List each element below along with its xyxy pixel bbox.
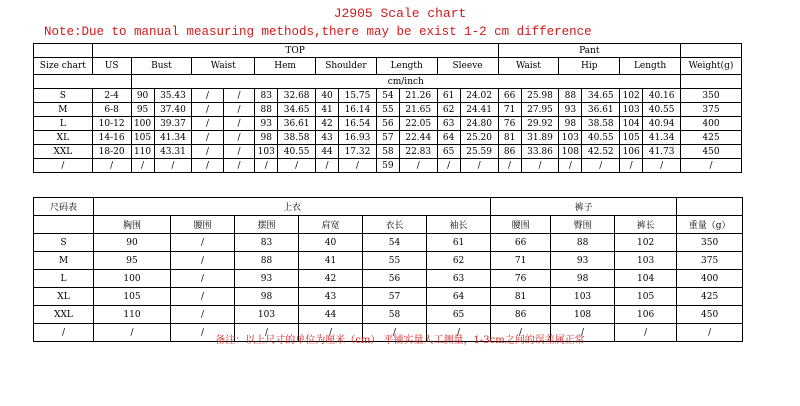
table-cell: 56	[376, 117, 399, 131]
table-cell: 43	[299, 288, 363, 306]
group-pant-label: Pant	[498, 44, 680, 58]
table-cell: 108	[551, 306, 615, 324]
table-cell: /	[171, 306, 235, 324]
table-cell: L	[34, 117, 93, 131]
header-sleeve: Sleeve	[437, 58, 498, 75]
table-cell: XL	[34, 131, 93, 145]
cn-header-sleeve: 袖长	[427, 216, 491, 234]
table-cell: 2-4	[92, 89, 131, 103]
table-cell: 33.86	[521, 145, 559, 159]
table-cell: /	[559, 159, 582, 173]
table-cell: 110	[131, 145, 154, 159]
table-cell: /	[363, 324, 427, 342]
table-cell: 86	[498, 145, 521, 159]
table-cell: 40.55	[278, 145, 316, 159]
table-cell: 56	[363, 270, 427, 288]
table-cell: 106	[615, 306, 677, 324]
table-cell: /	[34, 324, 94, 342]
table-cell: 55	[376, 103, 399, 117]
table-cell: /	[681, 159, 742, 173]
cn-header-pant-length: 裤长	[615, 216, 677, 234]
table-cell: 36.61	[582, 103, 620, 117]
column-header-row	[34, 58, 742, 75]
table-cell: /	[643, 159, 681, 173]
size-rows	[34, 89, 742, 173]
table-cell: 54	[363, 234, 427, 252]
table-cell: /	[154, 159, 192, 173]
table-row	[34, 234, 743, 252]
table-cell: 61	[427, 234, 491, 252]
table-cell: 93	[255, 117, 278, 131]
table-cell: 100	[94, 270, 171, 288]
table-cell: 57	[363, 288, 427, 306]
table-cell: 102	[620, 89, 643, 103]
size-table-english	[33, 43, 742, 173]
table-cell: /	[299, 324, 363, 342]
table-cell: /	[223, 89, 254, 103]
table-cell: 103	[235, 306, 299, 324]
table-cell: 58	[363, 306, 427, 324]
table-cell: 42	[316, 117, 339, 131]
table-cell: 88	[559, 89, 582, 103]
table-cell: 425	[681, 131, 742, 145]
table-row	[34, 306, 743, 324]
cn-header-hip: 臀围	[551, 216, 615, 234]
blank-cell	[681, 75, 742, 89]
table-cell: 63	[437, 117, 460, 131]
table-cell: /	[551, 324, 615, 342]
cn-group-top-label: 上衣	[94, 198, 491, 216]
table-cell: 40.55	[582, 131, 620, 145]
table-cell: 375	[681, 103, 742, 117]
table-cell: 450	[681, 145, 742, 159]
table-cell: 22.83	[399, 145, 437, 159]
table-cell: 42	[299, 270, 363, 288]
table-cell: /	[677, 324, 743, 342]
header-pant-length: Length	[620, 58, 681, 75]
table-cell: /	[427, 324, 491, 342]
cn-header-size-table: 尺码表	[34, 198, 94, 216]
header-us: US	[92, 58, 131, 75]
table-row	[34, 103, 742, 117]
table-cell: 86	[491, 306, 551, 324]
table-cell: 16.14	[339, 103, 377, 117]
table-cell: 71	[498, 103, 521, 117]
table-cell: /	[92, 159, 131, 173]
table-cell: 37.40	[154, 103, 192, 117]
table-cell: 43	[316, 131, 339, 145]
table-cell: 15.75	[339, 89, 377, 103]
table-cell: /	[192, 117, 223, 131]
table-cell: 40	[316, 89, 339, 103]
table-cell: /	[192, 159, 223, 173]
table-cell: /	[235, 324, 299, 342]
table-cell: 55	[363, 252, 427, 270]
header-waist: Waist	[192, 58, 255, 75]
table-cell: /	[34, 159, 93, 173]
group-top-label: TOP	[92, 44, 498, 58]
table-cell: 22.44	[399, 131, 437, 145]
table-cell: 98	[255, 131, 278, 145]
table-cell: 400	[681, 117, 742, 131]
table-cell: 400	[677, 270, 743, 288]
table-cell: /	[223, 103, 254, 117]
table-cell: 76	[491, 270, 551, 288]
table-cell: 98	[559, 117, 582, 131]
table-cell: 25.59	[460, 145, 498, 159]
table-cell: 62	[427, 252, 491, 270]
table-cell: L	[34, 270, 94, 288]
table-cell: 31.89	[521, 131, 559, 145]
table-cell: 425	[677, 288, 743, 306]
table-cell: 65	[427, 306, 491, 324]
table-cell: 102	[615, 234, 677, 252]
table-cell: /	[171, 324, 235, 342]
table-cell: 98	[235, 288, 299, 306]
table-cell: 108	[559, 145, 582, 159]
table-cell: 17.32	[339, 145, 377, 159]
header-hem: Hem	[255, 58, 316, 75]
table-cell: 71	[491, 252, 551, 270]
table-cell: 44	[316, 145, 339, 159]
table-cell: /	[192, 89, 223, 103]
table-cell: 93	[235, 270, 299, 288]
header-size-chart: Size chart	[34, 58, 93, 75]
table-cell: /	[615, 324, 677, 342]
table-cell: 450	[677, 306, 743, 324]
table-cell: /	[255, 159, 278, 173]
table-cell: 104	[615, 270, 677, 288]
table-cell: M	[34, 252, 94, 270]
table-cell: /	[192, 131, 223, 145]
table-cell: /	[94, 324, 171, 342]
table-row	[34, 270, 743, 288]
cn-header-waist: 腰围	[171, 216, 235, 234]
group-header-row	[34, 44, 742, 58]
table-cell: 95	[94, 252, 171, 270]
table-cell: M	[34, 103, 93, 117]
table-cell: 16.54	[339, 117, 377, 131]
table-cell: 43.31	[154, 145, 192, 159]
table-cell: 40.94	[643, 117, 681, 131]
table-cell: 63	[427, 270, 491, 288]
table-cell: 93	[551, 252, 615, 270]
table-cell: 105	[94, 288, 171, 306]
table-cell: /	[171, 252, 235, 270]
table-cell: 34.65	[582, 89, 620, 103]
table-cell: /	[223, 145, 254, 159]
table-cell: 22.05	[399, 117, 437, 131]
table-cell: /	[171, 234, 235, 252]
chinese-footnote: 备注：以上尺寸的单位为厘米（cm） 平铺实量人工测量，1-3cm之间的误差属正常	[215, 335, 585, 346]
table-cell: 103	[615, 252, 677, 270]
table-cell: 105	[131, 131, 154, 145]
header-pant-waist: Waist	[498, 58, 559, 75]
table-cell: 21.65	[399, 103, 437, 117]
table-cell: 40	[299, 234, 363, 252]
table-cell: 375	[677, 252, 743, 270]
table-cell: 106	[620, 145, 643, 159]
table-cell: 76	[498, 117, 521, 131]
blank-cell	[34, 44, 93, 58]
table-cell: 61	[437, 89, 460, 103]
table-cell: 41.73	[643, 145, 681, 159]
table-cell: 36.61	[278, 117, 316, 131]
table-cell: 6-8	[92, 103, 131, 117]
table-cell: 104	[620, 117, 643, 131]
cn-column-header-row	[34, 216, 743, 234]
table-cell: 105	[620, 131, 643, 145]
table-cell: 81	[498, 131, 521, 145]
table-row	[34, 89, 742, 103]
table-cell: 62	[437, 103, 460, 117]
measurement-note: Note:Due to manual measuring methods,there may be exist 1-2 cm difference	[44, 25, 592, 39]
table-cell: 88	[551, 234, 615, 252]
table-row	[34, 159, 742, 173]
table-cell: 88	[255, 103, 278, 117]
table-cell: 21.26	[399, 89, 437, 103]
table-cell: /	[278, 159, 316, 173]
table-cell: 83	[255, 89, 278, 103]
table-cell: 25.20	[460, 131, 498, 145]
cn-header-hem: 摆围	[235, 216, 299, 234]
table-cell: 110	[94, 306, 171, 324]
table-cell: 41	[299, 252, 363, 270]
table-cell: 38.58	[278, 131, 316, 145]
table-cell: 88	[235, 252, 299, 270]
table-cell: 57	[376, 131, 399, 145]
table-cell: 24.41	[460, 103, 498, 117]
table-cell: 64	[437, 131, 460, 145]
blank-cell	[677, 198, 743, 216]
table-cell: 98	[551, 270, 615, 288]
table-cell: 40.16	[643, 89, 681, 103]
cn-size-rows	[34, 234, 743, 342]
table-cell: 350	[677, 234, 743, 252]
table-cell: 10-12	[92, 117, 131, 131]
table-cell: /	[521, 159, 559, 173]
table-cell: /	[620, 159, 643, 173]
table-cell: 14-16	[92, 131, 131, 145]
chart-title: J2905 Scale chart	[333, 6, 467, 21]
table-cell: /	[171, 270, 235, 288]
table-cell: /	[223, 131, 254, 145]
table-cell: 38.58	[582, 117, 620, 131]
table-cell: /	[192, 103, 223, 117]
table-cell: 40.55	[643, 103, 681, 117]
size-table-chinese	[33, 197, 743, 342]
unit-row	[34, 75, 742, 89]
cn-header-length: 衣长	[363, 216, 427, 234]
table-row	[34, 131, 742, 145]
table-cell: 24.80	[460, 117, 498, 131]
table-cell: 34.65	[278, 103, 316, 117]
table-cell: /	[171, 288, 235, 306]
table-cell: 35.43	[154, 89, 192, 103]
table-cell: 39.37	[154, 117, 192, 131]
table-cell: 64	[427, 288, 491, 306]
table-cell: 100	[131, 117, 154, 131]
table-cell: /	[131, 159, 154, 173]
table-cell: /	[223, 159, 254, 173]
cn-group-pant-label: 裤子	[491, 198, 677, 216]
table-cell: 18-20	[92, 145, 131, 159]
table-cell: 24.02	[460, 89, 498, 103]
table-cell: 16.93	[339, 131, 377, 145]
header-weight: Weight(g)	[681, 58, 742, 75]
table-cell: 65	[437, 145, 460, 159]
table-cell: S	[34, 234, 94, 252]
table-row	[34, 288, 743, 306]
blank-cell	[681, 44, 742, 58]
table-cell: /	[582, 159, 620, 173]
header-shoulder: Shoulder	[316, 58, 377, 75]
table-cell: 93	[559, 103, 582, 117]
cn-header-pant-waist: 腰围	[491, 216, 551, 234]
table-cell: /	[192, 145, 223, 159]
table-row	[34, 145, 742, 159]
table-row	[34, 252, 743, 270]
table-cell: /	[316, 159, 339, 173]
table-cell: 27.95	[521, 103, 559, 117]
table-cell: 66	[498, 89, 521, 103]
table-cell: XL	[34, 288, 94, 306]
table-cell: 103	[620, 103, 643, 117]
table-cell: 32.68	[278, 89, 316, 103]
table-cell: 103	[551, 288, 615, 306]
table-cell: /	[491, 324, 551, 342]
table-cell: 25.98	[521, 89, 559, 103]
table-cell: XXL	[34, 306, 94, 324]
table-cell: 105	[615, 288, 677, 306]
cn-group-header-row	[34, 198, 743, 216]
cn-header-bust: 胸围	[94, 216, 171, 234]
table-cell: 29.92	[521, 117, 559, 131]
table-row	[34, 117, 742, 131]
table-cell: /	[399, 159, 437, 173]
blank-cell	[34, 75, 132, 89]
table-cell: /	[498, 159, 521, 173]
header-length: Length	[376, 58, 437, 75]
table-cell: 103	[559, 131, 582, 145]
table-cell: /	[223, 117, 254, 131]
header-hip: Hip	[559, 58, 620, 75]
table-cell: /	[437, 159, 460, 173]
table-cell: 83	[235, 234, 299, 252]
table-cell: 103	[255, 145, 278, 159]
table-cell: 90	[94, 234, 171, 252]
table-cell: XXL	[34, 145, 93, 159]
table-cell: 90	[131, 89, 154, 103]
table-cell: S	[34, 89, 93, 103]
table-cell: /	[460, 159, 498, 173]
cn-header-blank	[34, 216, 94, 234]
cn-header-shoulder: 肩宽	[299, 216, 363, 234]
table-cell: 44	[299, 306, 363, 324]
table-cell: 350	[681, 89, 742, 103]
table-cell: 54	[376, 89, 399, 103]
table-cell: 41	[316, 103, 339, 117]
table-cell: 41.34	[643, 131, 681, 145]
unit-label: cm/inch	[131, 75, 681, 89]
header-bust: Bust	[131, 58, 192, 75]
table-cell: 59	[376, 159, 399, 173]
cn-header-weight: 重量（g）	[677, 216, 743, 234]
table-cell: 41.34	[154, 131, 192, 145]
table-cell: /	[339, 159, 377, 173]
table-cell: 42.52	[582, 145, 620, 159]
table-cell: 81	[491, 288, 551, 306]
table-cell: 66	[491, 234, 551, 252]
table-cell: 58	[376, 145, 399, 159]
table-cell: 95	[131, 103, 154, 117]
